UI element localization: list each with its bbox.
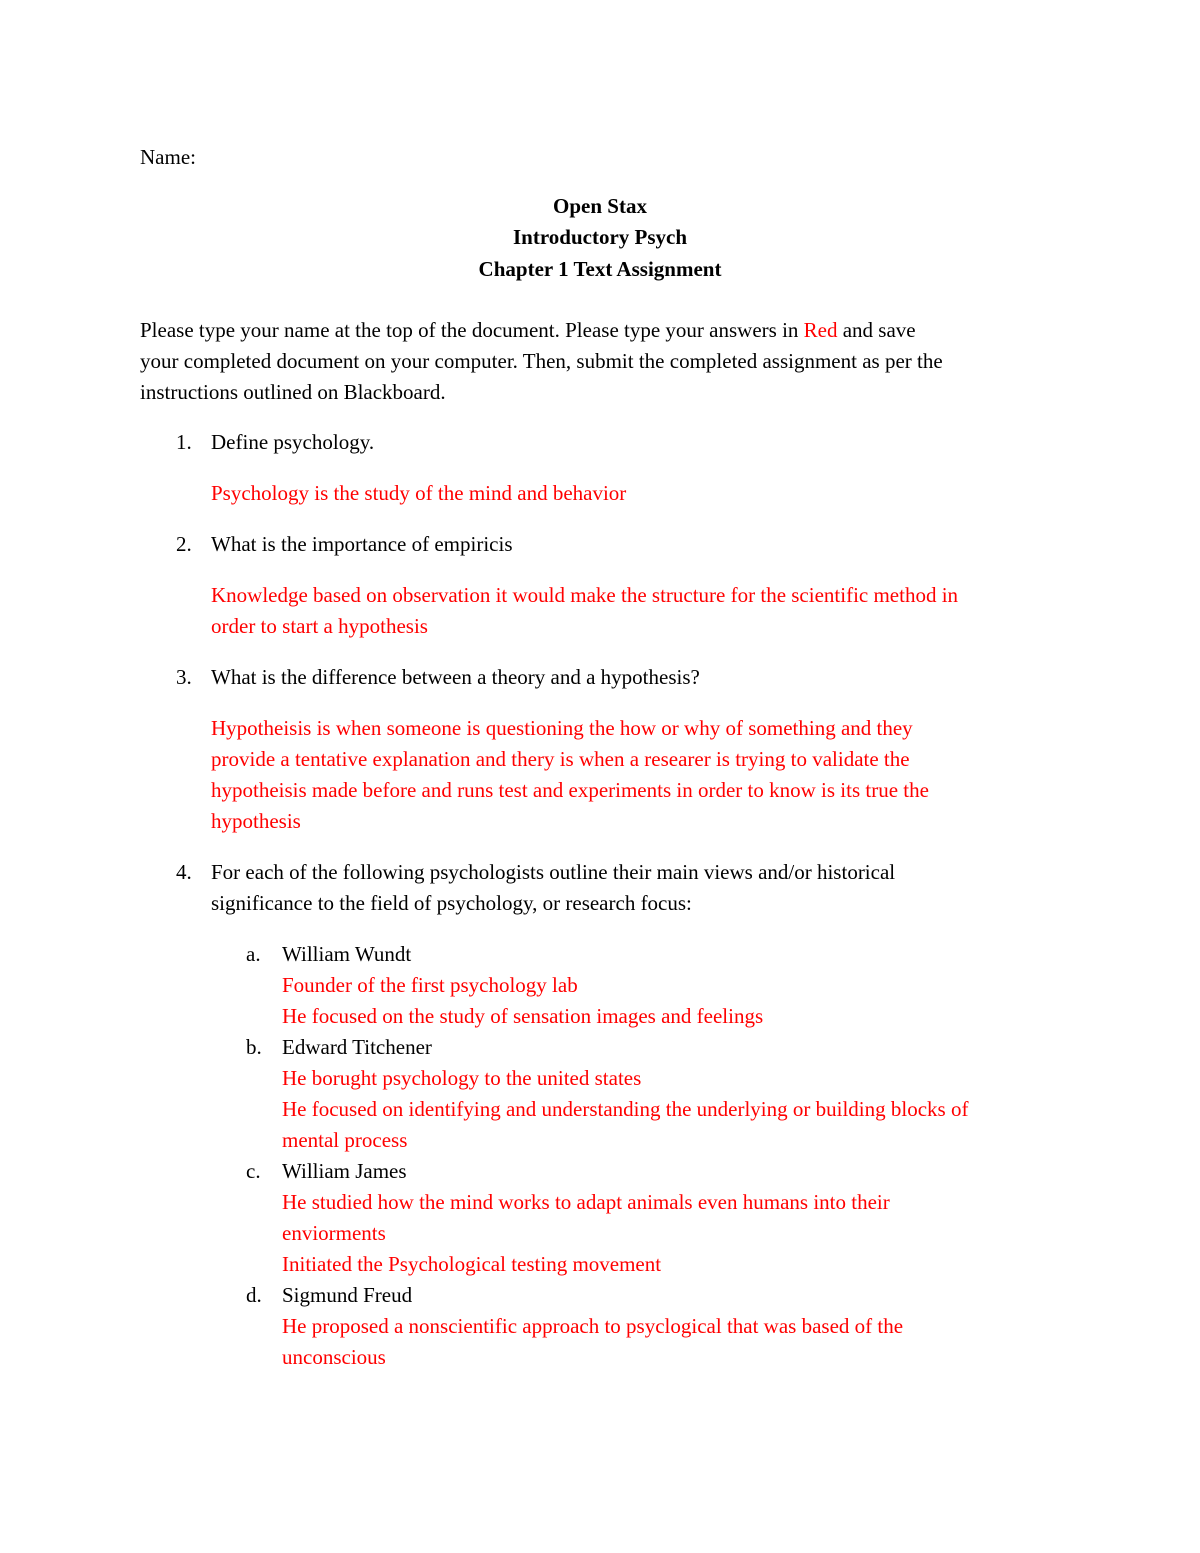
answer-text: hypotheisis made before and runs test and experiments in order to know is its true the bbox=[211, 778, 929, 802]
question-number: 2. bbox=[176, 532, 192, 556]
document-title: Open Stax bbox=[553, 194, 647, 218]
psychologist-name: Sigmund Freud bbox=[282, 1283, 413, 1307]
answer-text: unconscious bbox=[282, 1345, 386, 1369]
answer-text: hypothesis bbox=[211, 809, 301, 833]
answer-text: He proposed a nonscientific approach to psyclogical that was based of the bbox=[282, 1314, 904, 1338]
answer-text: mental process bbox=[282, 1128, 408, 1152]
answer-text: He borught psychology to the united states bbox=[282, 1066, 642, 1090]
name-label: Name: bbox=[140, 145, 196, 169]
question-text: What is the difference between a theory and a hypothesis? bbox=[211, 665, 700, 689]
assignment-title: Chapter 1 Text Assignment bbox=[478, 257, 722, 281]
answer-text: Hypotheisis is when someone is questioning the how or why of something and they bbox=[211, 716, 913, 740]
subitem-letter: c. bbox=[246, 1159, 261, 1183]
answer-text: enviorments bbox=[282, 1221, 386, 1245]
psychologist-name: William Wundt bbox=[282, 942, 412, 966]
answer-text: provide a tentative explanation and thery is when a researer is trying to validate the bbox=[211, 747, 910, 771]
psychologist-name: William James bbox=[282, 1159, 407, 1183]
answer-text: order to start a hypothesis bbox=[211, 614, 428, 638]
question-number: 3. bbox=[176, 665, 192, 689]
document-subtitle: Introductory Psych bbox=[512, 225, 688, 249]
psychologist-name: Edward Titchener bbox=[282, 1035, 432, 1059]
question-text: Define psychology. bbox=[211, 430, 375, 454]
answer-text: He focused on identifying and understanding the underlying or building blocks of bbox=[282, 1097, 969, 1121]
instructions-line-3: instructions outlined on Blackboard. bbox=[140, 380, 446, 404]
question-text: significance to the field of psychology, or research focus: bbox=[211, 891, 692, 915]
subitem-letter: d. bbox=[246, 1283, 262, 1307]
instructions-text: Please type your name at the top of the document. Please type your answers in bbox=[140, 318, 804, 342]
question-number: 4. bbox=[176, 860, 192, 884]
answer-text: Founder of the first psychology lab bbox=[282, 973, 578, 997]
answer-text: Initiated the Psychological testing movement bbox=[282, 1252, 662, 1276]
instructions-line-1 bbox=[140, 315, 916, 346]
subitem-letter: b. bbox=[246, 1035, 262, 1059]
answer-text: He studied how the mind works to adapt animals even humans into their bbox=[282, 1190, 890, 1214]
question-text: What is the importance of empiricis bbox=[211, 532, 513, 556]
question-number: 1. bbox=[176, 430, 192, 454]
answer-text: Psychology is the study of the mind and behavior bbox=[211, 481, 627, 505]
question-text: For each of the following psychologists outline their main views and/or historical bbox=[211, 860, 896, 884]
instructions-text: and save bbox=[837, 318, 916, 342]
answer-text: Knowledge based on observation it would make the structure for the scientific method in bbox=[211, 583, 959, 607]
subitem-letter: a. bbox=[246, 942, 261, 966]
instructions-red-word: Red bbox=[803, 318, 838, 342]
instructions-line-2: your completed document on your computer. Then, submit the completed assignment as per the bbox=[140, 349, 943, 373]
answer-text: He focused on the study of sensation images and feelings bbox=[282, 1004, 764, 1028]
